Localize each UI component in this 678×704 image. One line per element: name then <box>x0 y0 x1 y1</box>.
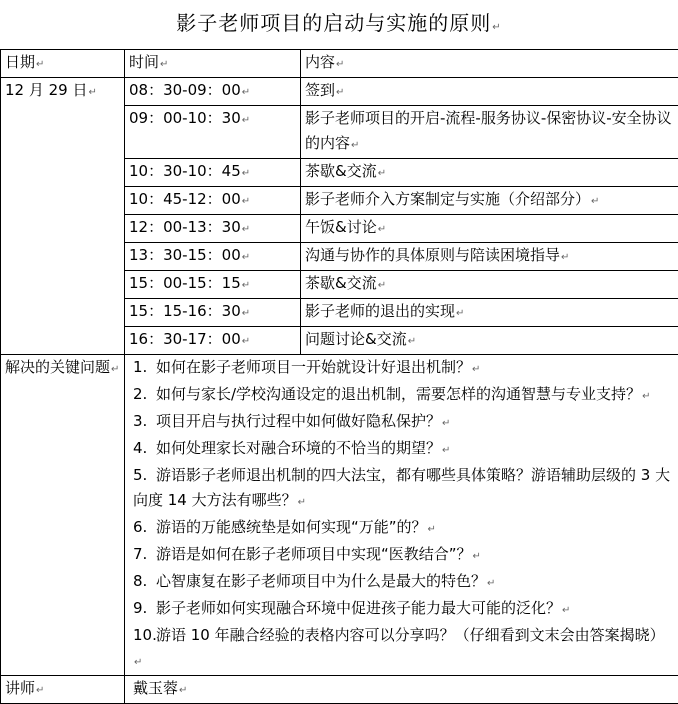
list-item: 4. 如何处理家长对融合环境的不恰当的期望？ ↵ <box>133 436 674 463</box>
document-title: 影子老师项目的启动与实施的原则 ↵ <box>0 8 678 43</box>
header-row <box>1 50 678 78</box>
time-cell: 09：00-10：30 ↵ <box>129 109 250 127</box>
content-cell: 午饭&讨论 ↵ <box>305 218 386 236</box>
time-cell: 10：45-12：00 ↵ <box>129 190 250 208</box>
list-item: 1. 如何在影子老师项目一开始就设计好退出机制？ ↵ <box>133 355 674 382</box>
questions-label: 解决的关键问题 ↵ <box>5 358 119 376</box>
content-cell: 影子老师项目的开启-流程-服务协议-保密协议-安全协议的内容 ↵ <box>305 109 672 152</box>
table-row <box>1 78 678 106</box>
time-cell: 13：30-15：00 ↵ <box>129 246 250 264</box>
time-cell: 10：30-10：45 ↵ <box>129 162 250 180</box>
time-cell: 15：00-15：15 ↵ <box>129 274 250 292</box>
date-value: 12 月 29 日 ↵ <box>5 81 97 99</box>
list-item: 3. 项目开启与执行过程中如何做好隐私保护？ ↵ <box>133 409 674 436</box>
content-cell: 签到 ↵ <box>305 81 344 99</box>
time-cell: 15：15-16：30 ↵ <box>129 302 250 320</box>
list-item: 10.游语 10 年融合经验的表格内容可以分享吗？（仔细看到文末会由答案揭晓） ↵ <box>133 623 674 675</box>
list-item: 6. 游语的万能感统垫是如何实现“万能”的？ ↵ <box>133 515 674 542</box>
list-item: 8. 心智康复在影子老师项目中为什么是最大的特色？ ↵ <box>133 569 674 596</box>
list-item: 5. 游语影子老师退出机制的四大法宝，都有哪些具体策略？游语辅助层级的 3 大向度 14 大方法有哪些？ ↵ <box>133 463 674 515</box>
content-cell: 影子老师介入方案制定与实施（介绍部分） ↵ <box>305 190 599 208</box>
lecturer-label: 讲师 ↵ <box>5 679 44 697</box>
questions-row <box>1 355 678 676</box>
content-cell: 茶歇&交流 ↵ <box>305 274 386 292</box>
header-content: 内容 ↵ <box>305 53 344 71</box>
time-cell: 16：30-17：00 ↵ <box>129 330 250 348</box>
content-cell: 茶歇&交流 ↵ <box>305 162 386 180</box>
content-cell: 沟通与协作的具体原则与陪读困境指导 ↵ <box>305 246 569 264</box>
list-item: 2. 如何与家长/学校沟通设定的退出机制，需要怎样的沟通智慧与专业支持？ ↵ <box>133 382 674 409</box>
header-date: 日期 ↵ <box>5 53 44 71</box>
time-cell: 12：00-13：30 ↵ <box>129 218 250 236</box>
schedule-table <box>0 49 678 704</box>
time-cell: 08：30-09：00 ↵ <box>129 81 250 99</box>
content-cell: 问题讨论&交流 ↵ <box>305 330 416 348</box>
questions-list <box>125 355 678 676</box>
list-item: 7. 游语是如何在影子老师项目中实现“医教结合”？ ↵ <box>133 542 674 569</box>
content-cell: 影子老师的退出的实现 ↵ <box>305 302 464 320</box>
header-time: 时间 ↵ <box>129 53 168 71</box>
lecturer-name: 戴玉蓉 ↵ <box>133 679 187 697</box>
list-item: 9. 影子老师如何实现融合环境中促进孩子能力最大可能的泛化？ ↵ <box>133 596 674 623</box>
